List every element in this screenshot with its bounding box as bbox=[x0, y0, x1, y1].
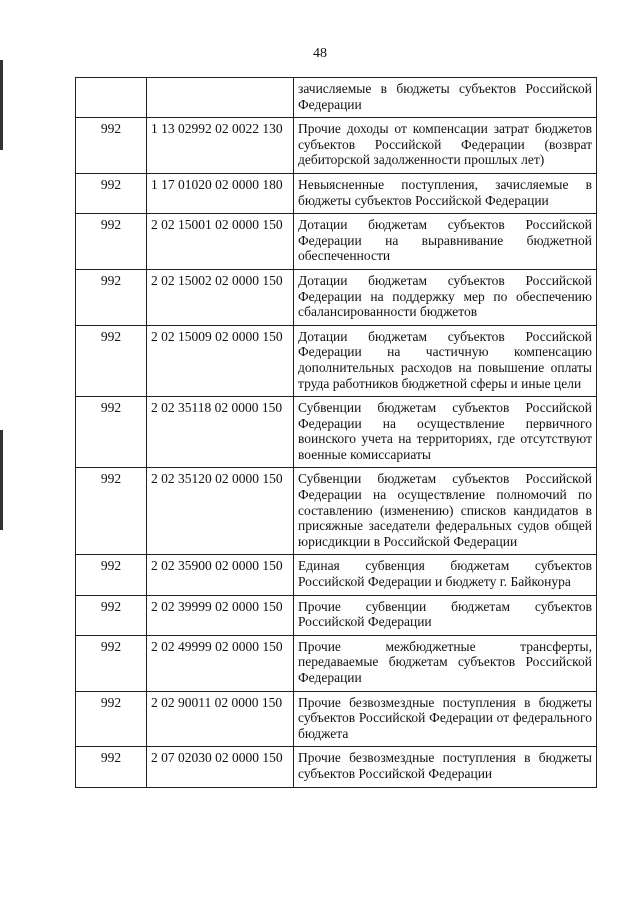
revenue-code-cell: 2 02 35120 02 0000 150 bbox=[147, 468, 294, 555]
table-row bbox=[76, 325, 597, 396]
revenue-name-cell: Прочие межбюджетные трансферты, передаваемые бюджетам субъектов Российской Федерации bbox=[294, 635, 597, 691]
table-row bbox=[76, 118, 597, 174]
table-row bbox=[76, 468, 597, 555]
admin-code-cell: 992 bbox=[76, 269, 147, 325]
table-row bbox=[76, 78, 597, 118]
revenue-code-cell bbox=[147, 78, 294, 118]
table-row bbox=[76, 214, 597, 270]
revenue-code-cell: 2 02 49999 02 0000 150 bbox=[147, 635, 294, 691]
admin-code-cell: 992 bbox=[76, 635, 147, 691]
revenue-code-cell: 2 02 39999 02 0000 150 bbox=[147, 595, 294, 635]
budget-revenue-table bbox=[75, 77, 597, 788]
revenue-name-cell: Дотации бюджетам субъектов Российской Федерации на выравнивание бюджетной обеспеченности bbox=[294, 214, 597, 270]
admin-code-cell: 992 bbox=[76, 747, 147, 787]
revenue-code-cell: 1 17 01020 02 0000 180 bbox=[147, 173, 294, 213]
revenue-name-cell: Дотации бюджетам субъектов Российской Федерации на поддержку мер по обеспечению сбалансированности бюджетов bbox=[294, 269, 597, 325]
revenue-name-cell: Прочие субвенции бюджетам субъектов Российской Федерации bbox=[294, 595, 597, 635]
admin-code-cell: 992 bbox=[76, 325, 147, 396]
admin-code-cell: 992 bbox=[76, 555, 147, 595]
revenue-name-cell: Невыясненные поступления, зачисляемые в бюджеты субъектов Российской Федерации bbox=[294, 173, 597, 213]
table-row bbox=[76, 691, 597, 747]
revenue-code-cell: 2 02 15009 02 0000 150 bbox=[147, 325, 294, 396]
revenue-code-cell: 2 02 90011 02 0000 150 bbox=[147, 691, 294, 747]
table-row bbox=[76, 397, 597, 468]
admin-code-cell: 992 bbox=[76, 397, 147, 468]
admin-code-cell: 992 bbox=[76, 468, 147, 555]
scan-edge-mark-top bbox=[0, 60, 3, 150]
admin-code-cell: 992 bbox=[76, 173, 147, 213]
revenue-name-cell: зачисляемые в бюджеты субъектов Российской Федерации bbox=[294, 78, 597, 118]
revenue-code-cell: 1 13 02992 02 0022 130 bbox=[147, 118, 294, 174]
table-row bbox=[76, 595, 597, 635]
revenue-name-cell: Прочие безвозмездные поступления в бюджеты субъектов Российской Федерации bbox=[294, 747, 597, 787]
revenue-code-cell: 2 02 35118 02 0000 150 bbox=[147, 397, 294, 468]
revenue-name-cell: Субвенции бюджетам субъектов Российской Федерации на осуществление полномочий по составлению (изменению) списков кандидатов в присяжные заседатели федеральных судов общей юрисдикции в Российской Федерации bbox=[294, 468, 597, 555]
table-row bbox=[76, 269, 597, 325]
revenue-name-cell: Дотации бюджетам субъектов Российской Федерации на частичную компенсацию дополнительных расходов на повышение оплаты труда работников бюджетной сферы и иные цели bbox=[294, 325, 597, 396]
table-row bbox=[76, 173, 597, 213]
table-row bbox=[76, 747, 597, 787]
admin-code-cell bbox=[76, 78, 147, 118]
admin-code-cell: 992 bbox=[76, 118, 147, 174]
table-row bbox=[76, 555, 597, 595]
admin-code-cell: 992 bbox=[76, 691, 147, 747]
revenue-code-cell: 2 02 15001 02 0000 150 bbox=[147, 214, 294, 270]
revenue-name-cell: Субвенции бюджетам субъектов Российской Федерации на осуществление первичного воинского учета на территориях, где отсутствуют военные комиссариаты bbox=[294, 397, 597, 468]
revenue-code-cell: 2 02 15002 02 0000 150 bbox=[147, 269, 294, 325]
admin-code-cell: 992 bbox=[76, 595, 147, 635]
table-row bbox=[76, 635, 597, 691]
revenue-code-cell: 2 07 02030 02 0000 150 bbox=[147, 747, 294, 787]
scan-edge-mark-bottom bbox=[0, 430, 3, 530]
revenue-name-cell: Единая субвенция бюджетам субъектов Российской Федерации и бюджету г. Байконура bbox=[294, 555, 597, 595]
revenue-name-cell: Прочие доходы от компенсации затрат бюджетов субъектов Российской Федерации (возврат дебиторской задолженности прошлых лет) bbox=[294, 118, 597, 174]
admin-code-cell: 992 bbox=[76, 214, 147, 270]
revenue-name-cell: Прочие безвозмездные поступления в бюджеты субъектов Российской Федерации от федерального бюджета bbox=[294, 691, 597, 747]
revenue-code-cell: 2 02 35900 02 0000 150 bbox=[147, 555, 294, 595]
page-number: 48 bbox=[313, 46, 327, 61]
